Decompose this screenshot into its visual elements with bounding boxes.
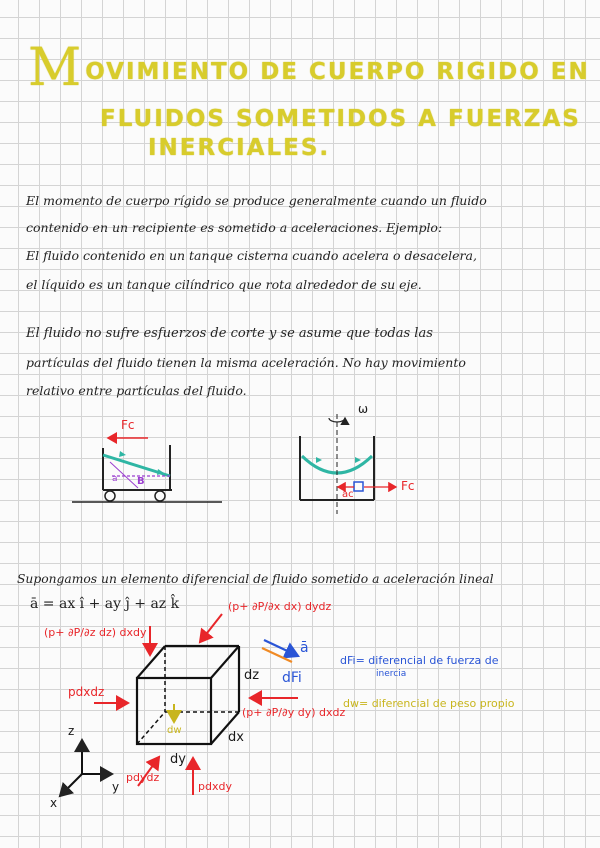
acceleration-equation: ā = ax î + ay ĵ + az k̂ — [30, 596, 180, 612]
dw-label: dw — [167, 725, 182, 736]
axis-y-label: y — [112, 780, 120, 794]
wheel-left-icon — [105, 491, 115, 501]
title-line1: OVIMIENTO DE CUERPO RIGIDO EN — [85, 59, 590, 85]
truck-b-label: B — [137, 476, 145, 487]
assumptions-line1: El fluido no sufre esfuerzos de corte y se asume que todas las — [26, 326, 433, 341]
cylinder-marker-right-icon — [355, 457, 361, 463]
pdxdy-label: pdxdy — [198, 780, 232, 793]
legend-dfi-line2: inercia — [376, 669, 407, 679]
x-axis — [60, 774, 82, 796]
a-vector-label: ā — [300, 640, 309, 656]
title-first-letter: M — [28, 38, 84, 98]
assumptions-line2: partículas del fluido tienen la misma aceleración. No hay movimiento — [26, 355, 466, 370]
acceleration-arrow — [264, 640, 298, 656]
cylinder-ac-label: ac — [342, 489, 354, 500]
right-top-force-arrow — [200, 614, 222, 642]
differential-cube — [137, 646, 239, 744]
axis-x-label: x — [50, 796, 58, 810]
truck-fc-label: Fc — [121, 418, 135, 432]
truck-a-label: a — [112, 474, 118, 484]
cylinder-omega-label: ω — [358, 402, 369, 416]
dy-label: dy — [170, 752, 186, 767]
force-arrows — [94, 614, 298, 795]
axis-z-label: z — [68, 724, 75, 738]
title-line2: FLUIDOS SOMETIDOS A FUERZAS — [100, 106, 581, 132]
coordinate-axes — [60, 740, 112, 796]
dz-label: dz — [244, 668, 260, 683]
right-force-label: (p+ ∂P/∂y dy) dxdz — [242, 706, 346, 719]
intro-line4: el líquido es un tanque cilíndrico que rota alrededor de su eje. — [26, 277, 422, 292]
intro-line2: contenido en un recipiente es sometido a aceleraciones. Ejemplo: — [26, 220, 443, 235]
right-top-force-label: (p+ ∂P/∂x dx) dydz — [228, 600, 332, 613]
dx-label: dx — [228, 730, 244, 745]
fluid-particle-icon — [354, 482, 363, 491]
pdydz-label: pdydz — [126, 771, 160, 784]
cylinder-marker-left-icon — [316, 457, 322, 463]
intro-line3: El fluido contenido en un tanque cisterna cuando acelera o desacelera, — [26, 248, 477, 263]
wheel-right-icon — [155, 491, 165, 501]
truck-tank-figure — [72, 438, 222, 502]
cylinder-fc-label: Fc — [401, 479, 415, 493]
title-line3: INERCIALES. — [148, 135, 331, 161]
surface-marker-left-icon — [119, 451, 126, 457]
legend-dw: dw= diferencial de peso propio — [343, 697, 515, 710]
element-intro: Supongamos un elemento diferencial de fluido sometido a aceleración lineal — [17, 572, 494, 586]
intro-line1: El momento de cuerpo rígido se produce generalmente cuando un fluido — [26, 193, 487, 208]
assumptions-line3: relativo entre partículas del fluido. — [26, 383, 247, 398]
pdzdz-label: pdxdz — [68, 685, 105, 699]
dfi-label: dFi — [282, 670, 302, 686]
left-force-label: (p+ ∂P/∂z dz) dxdy — [44, 626, 147, 639]
legend-dfi: dFi= diferencial de fuerza de — [340, 654, 499, 667]
